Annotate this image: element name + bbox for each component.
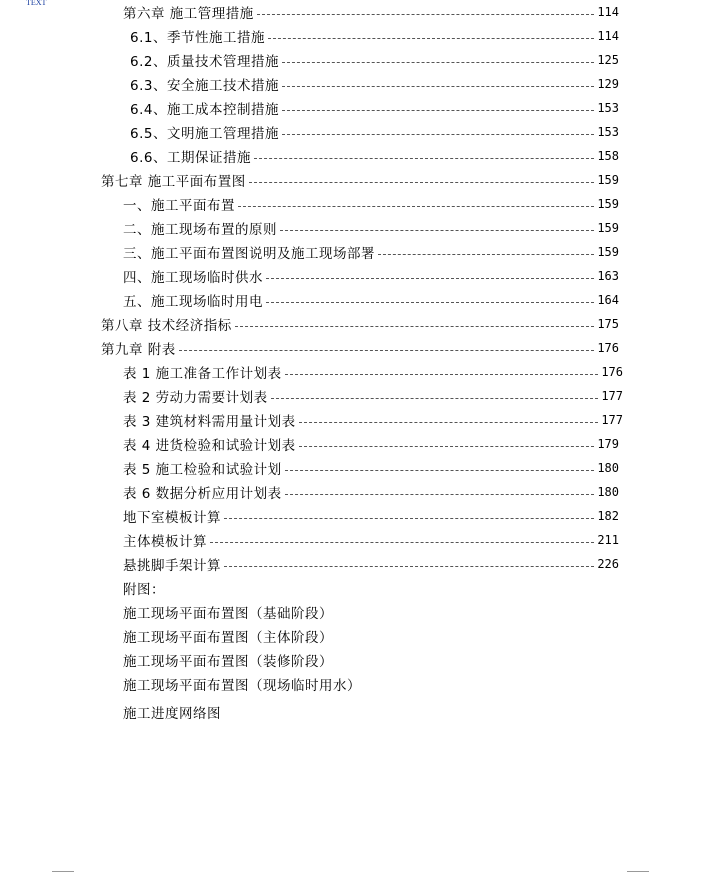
- toc-leader: [282, 62, 594, 63]
- toc-entry-page: 159: [597, 245, 619, 259]
- toc-leader: [224, 518, 594, 519]
- toc-entry-label: 第七章 施工平面布置图: [101, 174, 246, 190]
- toc-entry-label: 表 6 数据分析应用计划表: [123, 486, 282, 502]
- toc-entry-page: 175: [597, 317, 619, 331]
- toc-entry-label: 四、施工现场临时供水: [123, 270, 263, 286]
- appendix-heading: 附图：: [123, 582, 165, 598]
- toc-leader: [378, 254, 594, 255]
- toc-entry-page: 176: [601, 365, 623, 379]
- toc-entry[interactable]: [123, 386, 623, 406]
- toc-entry-label: 一、施工平面布置: [123, 198, 235, 214]
- toc-entry[interactable]: [123, 290, 619, 310]
- toc-entry[interactable]: [130, 122, 619, 142]
- toc-entry-page: 176: [597, 341, 619, 355]
- toc-leader: [271, 398, 599, 399]
- toc-entry-label: 二、施工现场布置的原则: [123, 222, 277, 238]
- toc-entry[interactable]: [123, 362, 623, 382]
- toc-leader: [282, 86, 594, 87]
- toc-entry[interactable]: [123, 410, 623, 430]
- toc-leader: [282, 134, 594, 135]
- toc-entry-page: 153: [597, 101, 619, 115]
- toc-entry-label: 表 3 建筑材料需用量计划表: [123, 414, 296, 430]
- toc-entry-label: 三、施工平面布置图说明及施工现场部署: [123, 246, 375, 262]
- toc-entry-label: 6.2、质量技术管理措施: [130, 54, 279, 70]
- toc-entry[interactable]: [101, 338, 619, 358]
- toc-entry-label: 6.6、工期保证措施: [130, 150, 251, 166]
- toc-leader: [210, 542, 594, 543]
- toc-entry-label: 悬挑脚手架计算: [123, 558, 221, 574]
- toc-entry[interactable]: [130, 146, 619, 166]
- toc-entry-page: 153: [597, 125, 619, 139]
- toc-entry[interactable]: [123, 218, 619, 238]
- toc-leader: [285, 470, 595, 471]
- toc-entry-label: 第六章 施工管理措施: [123, 6, 254, 22]
- toc-leader: [280, 230, 594, 231]
- toc-entry-page: 129: [597, 77, 619, 91]
- toc-entry[interactable]: [123, 434, 619, 454]
- toc-leader: [257, 14, 595, 15]
- toc-entry-label: 主体模板计算: [123, 534, 207, 550]
- toc-entry-page: 177: [601, 413, 623, 427]
- toc-entry-page: 180: [597, 461, 619, 475]
- toc-entry-page: 177: [601, 389, 623, 403]
- toc-leader: [299, 446, 595, 447]
- toc-entry[interactable]: [130, 50, 619, 70]
- toc-leader: [224, 566, 594, 567]
- toc-entry[interactable]: [123, 482, 619, 502]
- toc-entry-label: 表 2 劳动力需要计划表: [123, 390, 268, 406]
- toc-entry[interactable]: [130, 26, 619, 46]
- toc-entry[interactable]: [101, 314, 619, 334]
- toc-leader: [282, 110, 594, 111]
- toc-entry-label: 6.1、季节性施工措施: [130, 30, 265, 46]
- toc-entry[interactable]: [123, 2, 619, 22]
- appendix-item[interactable]: 施工进度网络图: [123, 706, 221, 722]
- toc-entry[interactable]: [130, 74, 619, 94]
- toc-leader: [268, 38, 594, 39]
- toc-entry-page: 159: [597, 173, 619, 187]
- toc-leader: [285, 374, 599, 375]
- toc-entry-page: 182: [597, 509, 619, 523]
- toc-entry-page: 158: [597, 149, 619, 163]
- page-corner-mark-right: [627, 871, 649, 872]
- toc-leader: [285, 494, 595, 495]
- toc-leader: [254, 158, 594, 159]
- appendix-item[interactable]: 施工现场平面布置图（基础阶段）: [123, 606, 333, 622]
- toc-entry[interactable]: [123, 242, 619, 262]
- appendix-item[interactable]: 施工现场平面布置图（主体阶段）: [123, 630, 333, 646]
- toc-entry-label: 第八章 技术经济指标: [101, 318, 232, 334]
- toc-entry-page: 159: [597, 221, 619, 235]
- toc-entry-page: 163: [597, 269, 619, 283]
- toc-entry[interactable]: [130, 98, 619, 118]
- toc-entry-label: 五、施工现场临时用电: [123, 294, 263, 310]
- toc-entry-label: 表 4 进货检验和试验计划表: [123, 438, 296, 454]
- toc-entry[interactable]: [123, 530, 619, 550]
- appendix-item[interactable]: 施工现场平面布置图（现场临时用水）: [123, 678, 361, 694]
- toc-entry-page: 164: [597, 293, 619, 307]
- toc-entry-label: 地下室模板计算: [123, 510, 221, 526]
- toc-entry-page: 179: [597, 437, 619, 451]
- toc-leader: [266, 302, 594, 303]
- toc-leader: [299, 422, 599, 423]
- toc-entry-page: 226: [597, 557, 619, 571]
- toc-entry-label: 第九章 附表: [101, 342, 176, 358]
- toc-leader: [266, 278, 594, 279]
- header-mark: TEXT: [26, 0, 47, 6]
- toc-entry-page: 211: [597, 533, 619, 547]
- toc-entry-page: 114: [597, 29, 619, 43]
- toc-entry[interactable]: [123, 458, 619, 478]
- toc-entry-page: 125: [597, 53, 619, 67]
- toc-entry-label: 6.4、施工成本控制措施: [130, 102, 279, 118]
- appendix-item[interactable]: 施工现场平面布置图（装修阶段）: [123, 654, 333, 670]
- toc-entry-label: 6.3、安全施工技术措施: [130, 78, 279, 94]
- toc-entry[interactable]: [123, 266, 619, 286]
- toc-entry-label: 表 1 施工准备工作计划表: [123, 366, 282, 382]
- toc-entry-label: 表 5 施工检验和试验计划: [123, 462, 282, 478]
- toc-leader: [235, 326, 595, 327]
- toc-entry[interactable]: [101, 170, 619, 190]
- toc-entry-page: 114: [597, 5, 619, 19]
- page-corner-mark-left: [52, 871, 74, 872]
- toc-leader: [179, 350, 595, 351]
- toc-entry-page: 159: [597, 197, 619, 211]
- toc-leader: [238, 206, 594, 207]
- toc-entry-page: 180: [597, 485, 619, 499]
- toc-entry-label: 6.5、文明施工管理措施: [130, 126, 279, 142]
- toc-entry[interactable]: [123, 506, 619, 526]
- toc-entry[interactable]: [123, 194, 619, 214]
- toc-entry[interactable]: [123, 554, 619, 574]
- toc-leader: [249, 182, 595, 183]
